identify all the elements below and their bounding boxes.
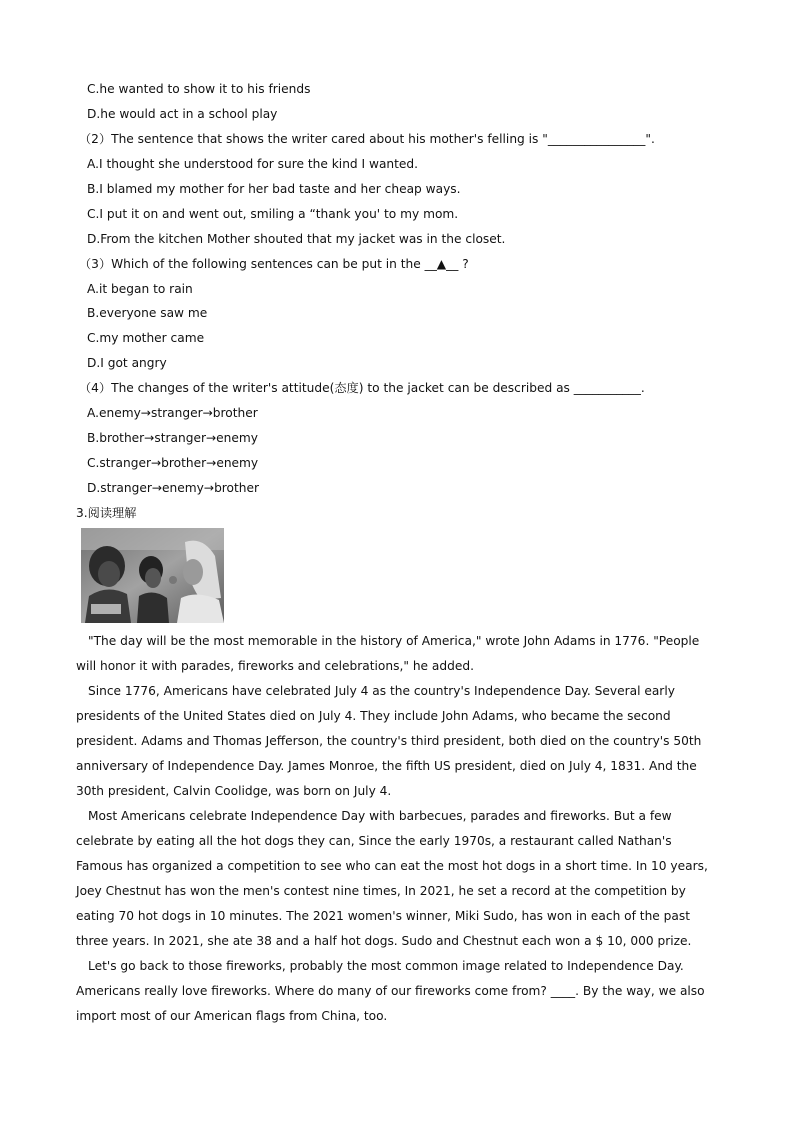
q1-option-d: D.he would act in a school play: [87, 107, 278, 121]
q3-option-d: D.I got angry: [87, 356, 167, 370]
question-3-stem: （3）Which of the following sentences can be put in the __▲__ ?: [79, 257, 469, 271]
section-heading: 3.阅读理解: [76, 506, 137, 520]
passage-paragraph-3: Most Americans celebrate Independence Day with barbecues, parades and fireworks. But a few celebrate by eating all the hot dogs they can, Since the early 1970s, a restaurant called Nathan's Famous has organized a competition to see who can eat the most hot dogs in a short time. In 10 years, Joey Chestnut has won the men's contest nine times, In 2021, he set a record at the competition by eating 70 hot dogs in 10 minutes. The 2021 women's winner, Miki Sudo, has won in each of the past three years. In 2021, she ate 38 and a half hot dogs. Sudo and Chestnut each won a $ 10, 000 prize.: [76, 809, 708, 948]
q4-option-b: B.brother→stranger→enemy: [87, 431, 258, 445]
q3-option-b: B.everyone saw me: [87, 306, 208, 320]
q3-option-a: A.it began to rain: [87, 282, 193, 296]
q4-option-c: C.stranger→brother→enemy: [87, 456, 259, 470]
question-2-stem: （2）The sentence that shows the writer cared about his mother's felling is "________________".: [79, 132, 655, 146]
q4-option-a: A.enemy→stranger→brother: [87, 406, 258, 420]
q2-option-b: B.I blamed my mother for her bad taste and her cheap ways.: [87, 182, 461, 196]
q2-option-d: D.From the kitchen Mother shouted that my jacket was in the closet.: [87, 232, 506, 246]
q4-option-d: D.stranger→enemy→brother: [87, 481, 260, 495]
question-4-stem: （4）The changes of the writer's attitude(态度) to the jacket can be described as ___________.: [79, 381, 645, 395]
q2-option-c: C.I put it on and went out, smiling a “thank you' to my mom.: [87, 207, 459, 221]
passage-paragraph-2: Since 1776, Americans have celebrated July 4 as the country's Independence Day. Several early presidents of the United States died on July 4. They include John Adams, who became the second president. Adams and Thomas Jefferson, the country's third president, both died on the country's 50th anniversary of Independence Day. James Monroe, the fifth US president, died on July 4, 1831. And the 30th president, Calvin Coolidge, was born on July 4.: [76, 684, 702, 798]
reading-passage: [76, 629, 722, 1029]
q1-option-c: C.he wanted to show it to his friends: [87, 82, 311, 96]
passage-paragraph-4: Let's go back to those fireworks, probably the most common image related to Independence Day. Americans really love fireworks. Where do many of our fireworks come from? ____. By the way, we also import most of our American flags from China, too.: [76, 959, 705, 1023]
passage-paragraph-1: "The day will be the most memorable in the history of America," wrote John Adams in 1776. "People will honor it with parades, fireworks and celebrations," he added.: [76, 634, 700, 673]
q3-option-c: C.my mother came: [87, 331, 205, 345]
celebration-photo: [81, 528, 224, 623]
q2-option-a: A.I thought she understood for sure the kind I wanted.: [87, 157, 419, 171]
